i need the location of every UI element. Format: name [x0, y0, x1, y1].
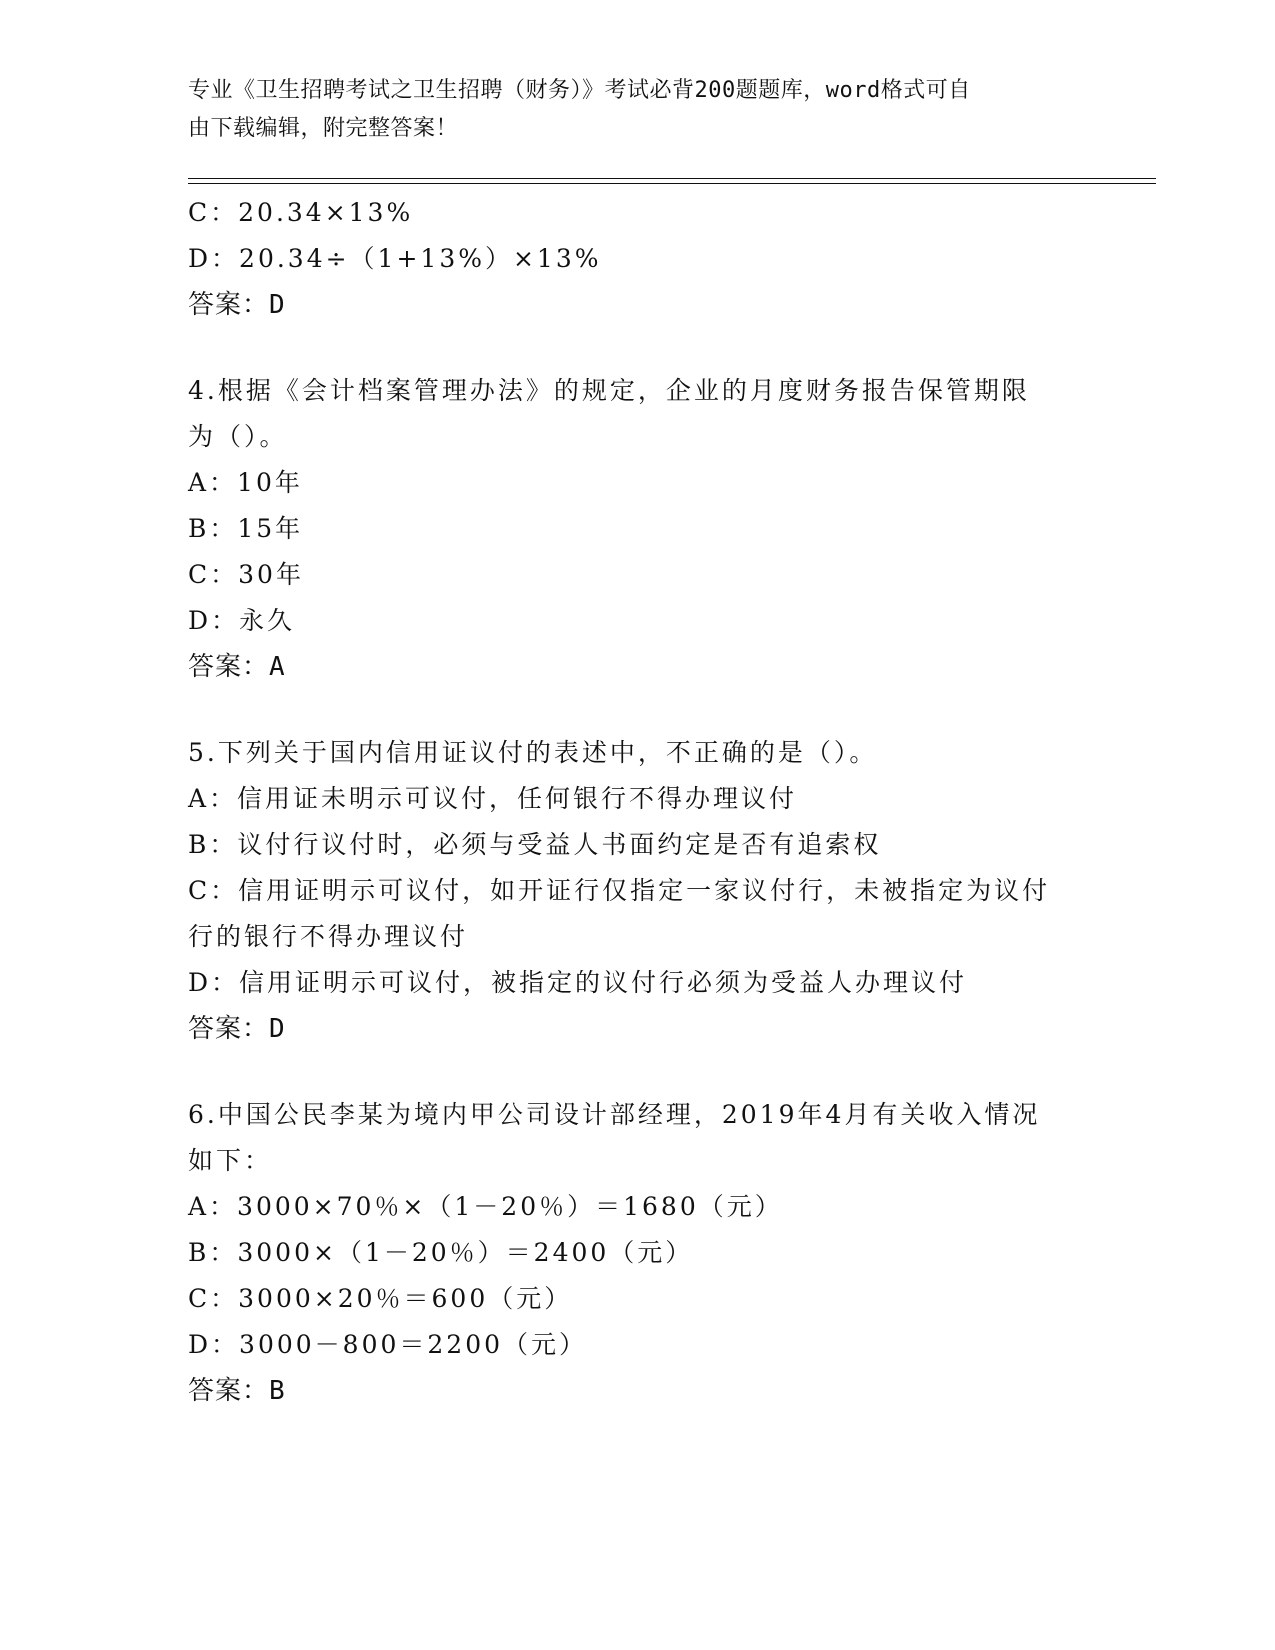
answer-line — [188, 644, 1088, 690]
option-c: C：3000×20％＝600（元） — [188, 1284, 573, 1313]
question-list — [188, 190, 1088, 1414]
answer-line — [188, 1006, 1088, 1052]
option-c-line-2: 行的银行不得办理议付 — [188, 922, 469, 951]
header-divider-bottom — [188, 183, 1156, 184]
question-3-continuation — [188, 190, 1088, 328]
answer-line — [188, 1368, 1088, 1414]
answer-value: B — [269, 1376, 286, 1406]
answer-line — [188, 282, 1088, 328]
option-b: B：15年 — [188, 514, 304, 543]
option-a: A：3000×70％×（1－20％）＝1680（元） — [188, 1192, 783, 1221]
option-d: D：信用证明示可议付，被指定的议付行必须为受益人办理议付 — [188, 968, 968, 997]
answer-label: 答案： — [188, 652, 270, 682]
option-c-line-1: C：信用证明示可议付，如开证行仅指定一家议付行，未被指定为议付 — [188, 876, 1051, 905]
answer-value: D — [269, 1014, 286, 1044]
option-c: C：30年 — [188, 560, 304, 589]
header-title-line-2: 由下载编辑，附完整答案！ — [188, 116, 459, 141]
answer-value: D — [269, 290, 286, 320]
answer-value: A — [269, 652, 286, 682]
option-d: D：20.34÷（1+13%）×13% — [188, 244, 602, 273]
answer-label: 答案： — [188, 1014, 270, 1044]
option-d: D：3000－800＝2200（元） — [188, 1330, 588, 1359]
answer-label: 答案： — [188, 290, 270, 320]
question-stem: 5.下列关于国内信用证议付的表述中，不正确的是（）。 — [188, 738, 878, 767]
option-c: C：20.34×13% — [188, 198, 414, 227]
question-stem-line-2: 为（）。 — [188, 422, 288, 451]
option-d: D：永久 — [188, 606, 296, 635]
question-5 — [188, 730, 1088, 1052]
option-b: B：议付行议付时，必须与受益人书面约定是否有追索权 — [188, 830, 882, 859]
question-stem-line-1: 4.根据《会计档案管理办法》的规定，企业的月度财务报告保管期限 — [188, 376, 1030, 405]
header-title-line-1: 专业《卫生招聘考试之卫生招聘（财务）》考试必背200题题库，word格式可自 — [188, 78, 971, 103]
question-stem-line-1: 6.中国公民李某为境内甲公司设计部经理，2019年4月有关收入情况 — [188, 1100, 1041, 1129]
option-b: B：3000×（1－20％）＝2400（元） — [188, 1238, 694, 1267]
header-divider-top — [188, 178, 1156, 179]
question-4 — [188, 368, 1088, 690]
option-a: A：10年 — [188, 468, 303, 497]
document-header — [188, 72, 1078, 148]
question-stem-line-2: 如下： — [188, 1146, 273, 1175]
option-a: A：信用证未明示可议付，任何银行不得办理议付 — [188, 784, 798, 813]
question-6 — [188, 1092, 1088, 1414]
answer-label: 答案： — [188, 1376, 270, 1406]
